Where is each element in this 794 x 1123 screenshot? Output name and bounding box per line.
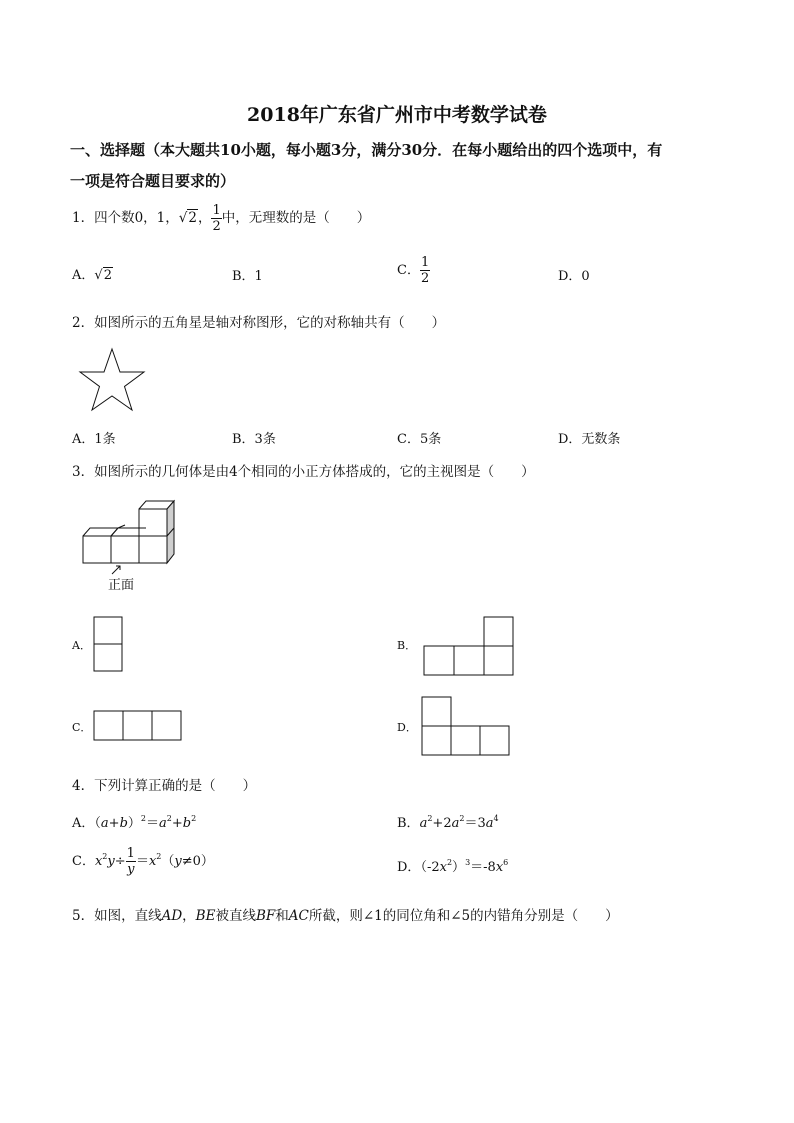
- q1-option-a: A．√2: [72, 268, 112, 283]
- section-heading-line1: 一、选择题（本大题共10小题，每小题3分，满分30分．在每小题给出的四个选项中，有: [70, 141, 663, 159]
- q3-option-b-label: B．: [397, 639, 417, 652]
- cube-solid-figure: [80, 498, 190, 590]
- q3-option-d-label: D．: [397, 721, 417, 734]
- five-point-star: [80, 349, 144, 410]
- q4-option-d: D．$(-2x^2)^3=-8x^6$: [397, 858, 509, 875]
- q1-prefix: 1．四个数0，1，: [72, 210, 179, 226]
- q2-option-c: C．5条: [397, 432, 442, 447]
- q3-option-c-label: C．: [72, 721, 92, 734]
- star-figure: [78, 347, 146, 413]
- q4-option-b: B．$a^2+2a^2=3a^4$: [397, 814, 499, 831]
- q1-suffix: 中，无理数的是（ ）: [221, 210, 371, 226]
- question-5-stem: 5．如图，直线AD，BE被直线BF和AC所截，则∠1的同位角和∠5的内错角分别是（ ）: [72, 908, 619, 924]
- section-heading-line2: 一项是符合题目要求的）: [70, 172, 236, 190]
- q4-option-a: A．$(a+b)^2=a^2+b^2$: [72, 814, 197, 831]
- question-3-stem: 3．如图所示的几何体是由4个相同的小正方体搭成的，它的主视图是（ ）: [72, 464, 535, 480]
- q3-option-a-label: A．: [72, 639, 91, 652]
- q1-option-b: B．1: [232, 269, 263, 284]
- q1-option-c: C． $\frac{1}{2}$: [397, 255, 430, 286]
- q3-option-b-figure: [423, 616, 515, 676]
- q2-option-a: A．1条: [72, 432, 116, 447]
- q2-option-b: B．3条: [232, 432, 276, 447]
- front-arrow: [112, 566, 120, 574]
- page-title: 2018年广东省广州市中考数学试卷: [247, 104, 547, 126]
- q3-option-c-figure: [93, 710, 183, 742]
- q4-option-c: C．$x^2y\div$ $\frac{1}{y}$ $=x^2(y\ne 0)$: [72, 846, 214, 877]
- question-1: 1．四个数0，1，√2， $\frac{1}{2}$ 中，无理数的是（ ）: [72, 203, 371, 234]
- q3-option-d-figure: [421, 696, 511, 756]
- q1-fraction: $\frac{1}{2}$: [212, 203, 221, 234]
- q3-option-a-figure: [93, 616, 123, 672]
- q1-sqrt2: √2: [178, 210, 197, 226]
- q1-option-d: D．0: [558, 269, 590, 284]
- q2-option-d: D．无数条: [558, 432, 621, 447]
- question-4-stem: 4．下列计算正确的是（ ）: [72, 778, 257, 794]
- front-label: 正面: [108, 578, 135, 593]
- question-2-stem: 2．如图所示的五角星是轴对称图形，它的对称轴共有（ ）: [72, 315, 446, 331]
